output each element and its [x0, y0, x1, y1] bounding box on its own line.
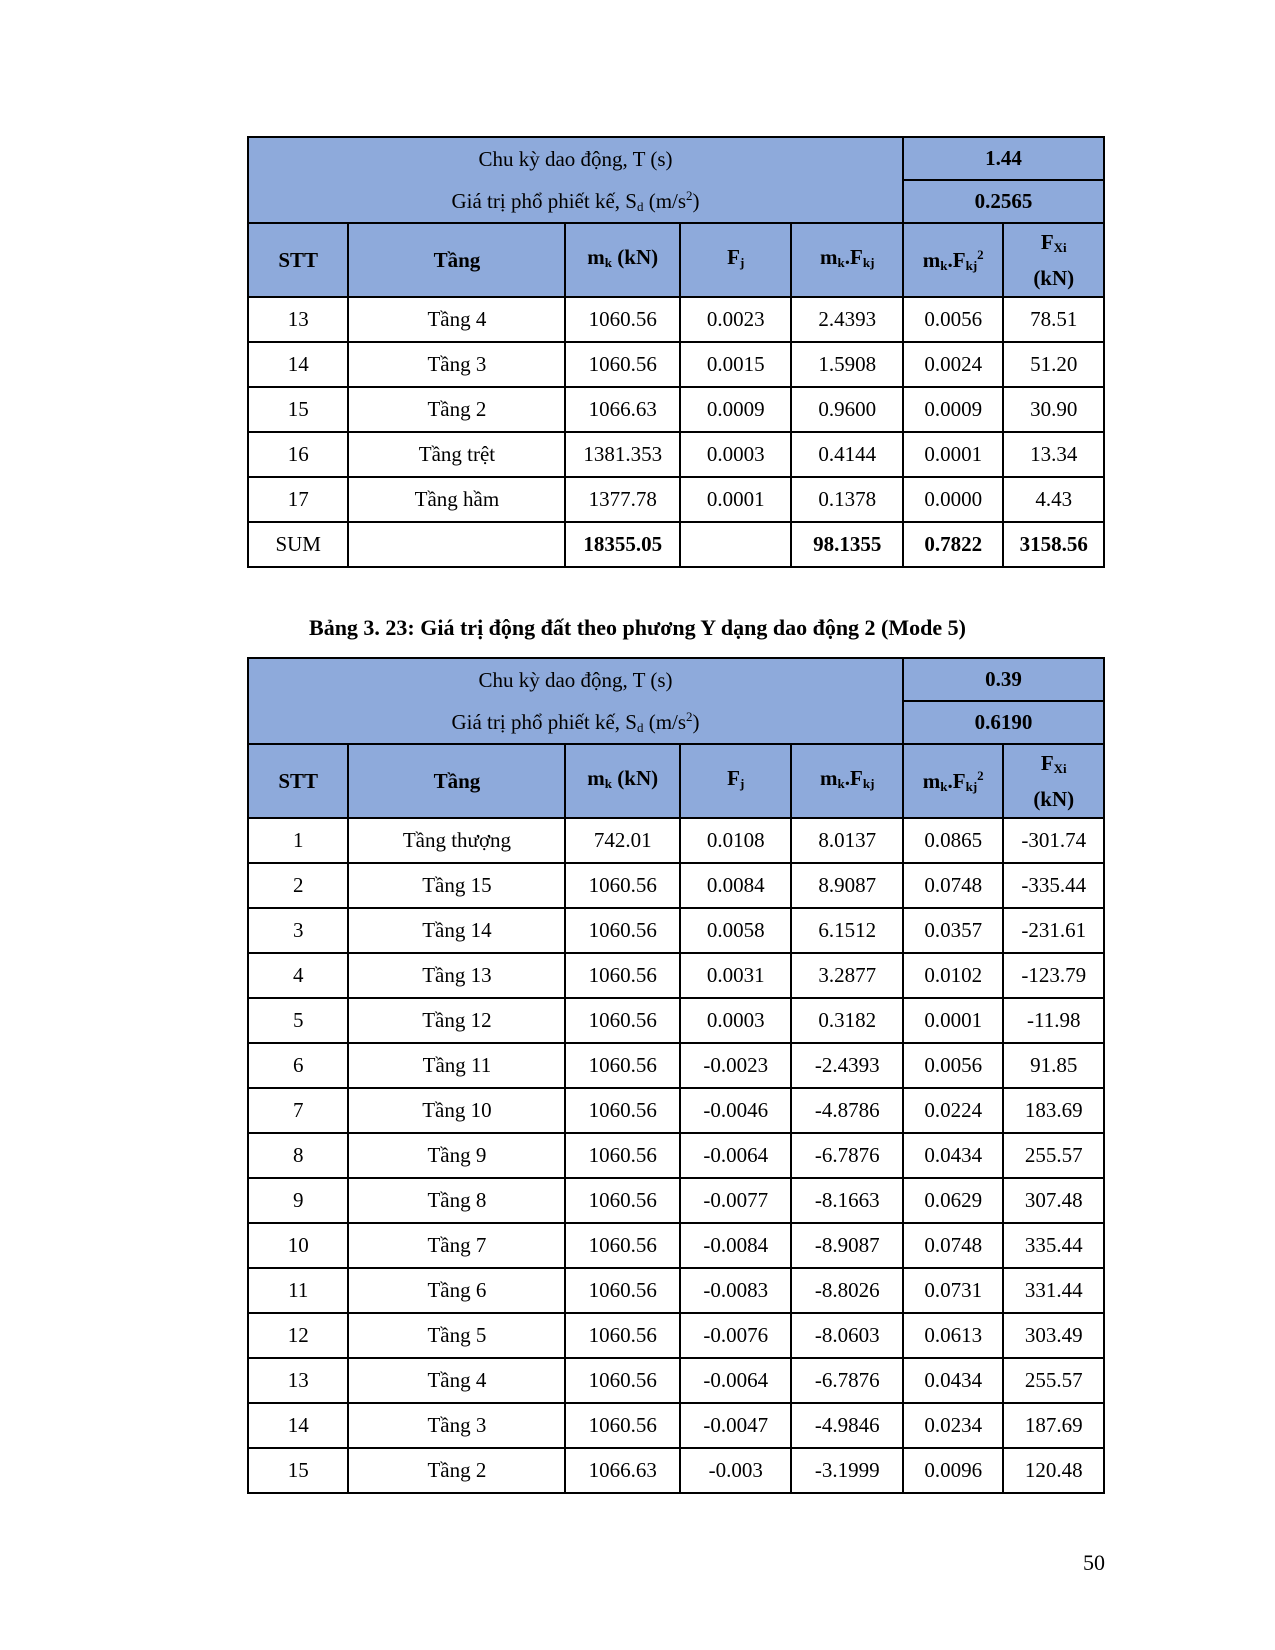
- period-label: Chu kỳ dao động, T (s): [248, 658, 903, 701]
- cell-mkfkj: 0.1378: [791, 477, 903, 522]
- cell-fxi: 120.48: [1003, 1448, 1104, 1493]
- cell-mkfkj: -4.8786: [791, 1088, 903, 1133]
- table-row: [248, 1358, 1104, 1403]
- spectrum-row: [248, 180, 1104, 223]
- cell-mk: 1060.56: [565, 908, 680, 953]
- cell-mk: 1060.56: [565, 1178, 680, 1223]
- cell-stt: 4: [248, 953, 348, 998]
- cell-fxi: 255.57: [1003, 1133, 1104, 1178]
- cell-mkfkj: 6.1512: [791, 908, 903, 953]
- cell-mkfkj: -6.7876: [791, 1358, 903, 1403]
- cell-mkfkj2: 0.0009: [903, 387, 1003, 432]
- cell-stt: 13: [248, 297, 348, 342]
- table-row: [248, 1403, 1104, 1448]
- sum-mk: 18355.05: [565, 522, 680, 567]
- cell-tang: Tầng 10: [348, 1088, 565, 1133]
- cell-mkfkj2: 0.0001: [903, 998, 1003, 1043]
- cell-stt: 7: [248, 1088, 348, 1133]
- table-row: [248, 477, 1104, 522]
- table-row: [248, 818, 1104, 863]
- seismic-table-mode-continued: [247, 136, 1105, 568]
- table-row: [248, 1448, 1104, 1493]
- cell-mk: 1060.56: [565, 1358, 680, 1403]
- cell-fj: -0.0047: [680, 1403, 792, 1448]
- cell-mkfkj: 3.2877: [791, 953, 903, 998]
- cell-mk: 1060.56: [565, 1268, 680, 1313]
- cell-mkfkj2: 0.0731: [903, 1268, 1003, 1313]
- cell-mkfkj: -4.9846: [791, 1403, 903, 1448]
- cell-fxi: -123.79: [1003, 953, 1104, 998]
- cell-fj: 0.0001: [680, 477, 792, 522]
- cell-fj: 0.0003: [680, 432, 792, 477]
- cell-fxi: 91.85: [1003, 1043, 1104, 1088]
- cell-tang: Tầng 3: [348, 342, 565, 387]
- cell-fj: 0.0023: [680, 297, 792, 342]
- cell-mkfkj2: 0.0629: [903, 1178, 1003, 1223]
- header-stt: STT: [248, 223, 348, 297]
- cell-stt: 15: [248, 387, 348, 432]
- cell-tang: Tầng 8: [348, 1178, 565, 1223]
- table-row: [248, 1133, 1104, 1178]
- cell-tang: Tầng 6: [348, 1268, 565, 1313]
- header-mk: $m_k$ (kN): [565, 223, 680, 297]
- cell-mk: 1377.78: [565, 477, 680, 522]
- cell-stt: 17: [248, 477, 348, 522]
- table-row: [248, 342, 1104, 387]
- cell-stt: 14: [248, 342, 348, 387]
- table-row: [248, 432, 1104, 477]
- cell-stt: 3: [248, 908, 348, 953]
- cell-mkfkj: -3.1999: [791, 1448, 903, 1493]
- cell-stt: 8: [248, 1133, 348, 1178]
- cell-fj: 0.0015: [680, 342, 792, 387]
- cell-tang: Tầng hầm: [348, 477, 565, 522]
- cell-mkfkj2: 0.0000: [903, 477, 1003, 522]
- cell-mkfkj: -2.4393: [791, 1043, 903, 1088]
- table-row: [248, 1088, 1104, 1133]
- cell-fj: -0.0023: [680, 1043, 792, 1088]
- page-number: 50: [1083, 1550, 1105, 1575]
- cell-fxi: 335.44: [1003, 1223, 1104, 1268]
- header-stt: STT: [248, 744, 348, 818]
- table1-body: [248, 137, 1104, 567]
- cell-mkfkj2: 0.0001: [903, 432, 1003, 477]
- cell-mkfkj2: 0.0102: [903, 953, 1003, 998]
- cell-fj: 0.0003: [680, 998, 792, 1043]
- table-caption: Bảng 3. 23: Giá trị động đất theo phương Y dạng dao động 2 (Mode 5): [309, 615, 966, 640]
- table-row: [248, 953, 1104, 998]
- period-row: [248, 137, 1104, 180]
- cell-stt: 5: [248, 998, 348, 1043]
- cell-fxi: 307.48: [1003, 1178, 1104, 1223]
- sum-fj: [680, 522, 792, 567]
- cell-mkfkj2: 0.0234: [903, 1403, 1003, 1448]
- cell-tang: Tầng 3: [348, 1403, 565, 1448]
- cell-mkfkj: 1.5908: [791, 342, 903, 387]
- cell-mk: 1060.56: [565, 1133, 680, 1178]
- header-tang: Tầng: [348, 223, 565, 297]
- cell-mkfkj: 0.3182: [791, 998, 903, 1043]
- table-row: [248, 1313, 1104, 1358]
- cell-fxi: 183.69: [1003, 1088, 1104, 1133]
- cell-tang: Tầng 7: [348, 1223, 565, 1268]
- cell-mkfkj: -8.9087: [791, 1223, 903, 1268]
- cell-tang: Tầng 14: [348, 908, 565, 953]
- cell-mkfkj2: 0.0613: [903, 1313, 1003, 1358]
- cell-mkfkj2: 0.0434: [903, 1358, 1003, 1403]
- sum-row: [248, 522, 1104, 567]
- cell-stt: 2: [248, 863, 348, 908]
- cell-tang: Tầng 5: [348, 1313, 565, 1358]
- cell-tang: Tầng 11: [348, 1043, 565, 1088]
- cell-stt: 13: [248, 1358, 348, 1403]
- table-row: [248, 998, 1104, 1043]
- cell-fxi: 187.69: [1003, 1403, 1104, 1448]
- cell-tang: Tầng 2: [348, 1448, 565, 1493]
- header-mk: $m_k$ (kN): [565, 744, 680, 818]
- cell-mk: 1381.353: [565, 432, 680, 477]
- cell-mkfkj2: 0.0434: [903, 1133, 1003, 1178]
- table-row: [248, 1268, 1104, 1313]
- cell-fj: -0.0076: [680, 1313, 792, 1358]
- cell-fxi: 255.57: [1003, 1358, 1104, 1403]
- cell-fxi: 13.34: [1003, 432, 1104, 477]
- period-row: [248, 658, 1104, 701]
- cell-fj: -0.003: [680, 1448, 792, 1493]
- table2-body: [248, 658, 1104, 1493]
- period-label: Chu kỳ dao động, T (s): [248, 137, 903, 180]
- cell-stt: 6: [248, 1043, 348, 1088]
- cell-mkfkj2: 0.0865: [903, 818, 1003, 863]
- cell-mk: 1060.56: [565, 1088, 680, 1133]
- table-row: [248, 1043, 1104, 1088]
- cell-tang: Tầng trệt: [348, 432, 565, 477]
- cell-fj: -0.0084: [680, 1223, 792, 1268]
- cell-fxi: -231.61: [1003, 908, 1104, 953]
- cell-fj: -0.0083: [680, 1268, 792, 1313]
- sum-mkfkj: 98.1355: [791, 522, 903, 567]
- cell-tang: Tầng 15: [348, 863, 565, 908]
- cell-fj: 0.0009: [680, 387, 792, 432]
- cell-fj: -0.0046: [680, 1088, 792, 1133]
- cell-fxi: 4.43: [1003, 477, 1104, 522]
- period-value: 0.39: [903, 658, 1104, 701]
- cell-tang: Tầng 4: [348, 1358, 565, 1403]
- cell-stt: 12: [248, 1313, 348, 1358]
- cell-mk: 1060.56: [565, 297, 680, 342]
- cell-fxi: 51.20: [1003, 342, 1104, 387]
- cell-mkfkj2: 0.0748: [903, 863, 1003, 908]
- cell-stt: 11: [248, 1268, 348, 1313]
- cell-mkfkj: -8.8026: [791, 1268, 903, 1313]
- cell-mkfkj: -8.1663: [791, 1178, 903, 1223]
- cell-tang: Tầng 9: [348, 1133, 565, 1178]
- cell-mk: 1060.56: [565, 1223, 680, 1268]
- cell-mkfkj2: 0.0357: [903, 908, 1003, 953]
- cell-stt: 16: [248, 432, 348, 477]
- cell-mkfkj2: 0.0024: [903, 342, 1003, 387]
- cell-fj: -0.0077: [680, 1178, 792, 1223]
- cell-mkfkj2: 0.0224: [903, 1088, 1003, 1133]
- sum-tang: [348, 522, 565, 567]
- header-fj: $F_j$: [680, 223, 792, 297]
- cell-fj: 0.0108: [680, 818, 792, 863]
- cell-mk: 1060.56: [565, 998, 680, 1043]
- cell-tang: Tầng 13: [348, 953, 565, 998]
- cell-fxi: -11.98: [1003, 998, 1104, 1043]
- spectrum-value: 0.2565: [903, 180, 1104, 223]
- cell-mk: 1066.63: [565, 387, 680, 432]
- cell-tang: Tầng thượng: [348, 818, 565, 863]
- seismic-table-mode-5: [247, 657, 1105, 1494]
- cell-fxi: 331.44: [1003, 1268, 1104, 1313]
- cell-mk: 1060.56: [565, 953, 680, 998]
- cell-mkfkj: -8.0603: [791, 1313, 903, 1358]
- table-row: [248, 297, 1104, 342]
- spectrum-value: 0.6190: [903, 701, 1104, 744]
- cell-fj: 0.0084: [680, 863, 792, 908]
- cell-fj: -0.0064: [680, 1358, 792, 1403]
- table-row: [248, 863, 1104, 908]
- sum-label: SUM: [248, 522, 348, 567]
- cell-fj: 0.0058: [680, 908, 792, 953]
- header-mkfkj2: $m_k.F_{kj}^2$: [903, 223, 1003, 297]
- cell-mkfkj: 0.9600: [791, 387, 903, 432]
- cell-tang: Tầng 2: [348, 387, 565, 432]
- cell-mkfkj2: 0.0056: [903, 297, 1003, 342]
- cell-tang: Tầng 12: [348, 998, 565, 1043]
- cell-stt: 10: [248, 1223, 348, 1268]
- cell-mk: 1060.56: [565, 342, 680, 387]
- header-mkfkj: $m_k.F_{kj}$: [791, 744, 903, 818]
- cell-stt: 15: [248, 1448, 348, 1493]
- spectrum-label: Giá trị phổ phiết kế, $S_d$ $(m/s^2)$: [248, 180, 903, 223]
- cell-mkfkj2: 0.0748: [903, 1223, 1003, 1268]
- cell-mkfkj: 8.0137: [791, 818, 903, 863]
- cell-stt: 1: [248, 818, 348, 863]
- cell-mkfkj: 0.4144: [791, 432, 903, 477]
- column-header-row: [248, 223, 1104, 297]
- header-tang: Tầng: [348, 744, 565, 818]
- cell-fxi: -335.44: [1003, 863, 1104, 908]
- cell-fxi: 303.49: [1003, 1313, 1104, 1358]
- cell-mk: 1060.56: [565, 1043, 680, 1088]
- cell-mk: 1066.63: [565, 1448, 680, 1493]
- cell-mk: 1060.56: [565, 1403, 680, 1448]
- header-fxi: $F_{Xi}$ (kN): [1003, 223, 1104, 297]
- column-header-row: [248, 744, 1104, 818]
- cell-mkfkj: 2.4393: [791, 297, 903, 342]
- header-mkfkj2: $m_k.F_{kj}^2$: [903, 744, 1003, 818]
- sum-fxi: 3158.56: [1003, 522, 1104, 567]
- period-value: 1.44: [903, 137, 1104, 180]
- table-row: [248, 387, 1104, 432]
- cell-fj: -0.0064: [680, 1133, 792, 1178]
- cell-mkfkj: -6.7876: [791, 1133, 903, 1178]
- cell-stt: 14: [248, 1403, 348, 1448]
- cell-fj: 0.0031: [680, 953, 792, 998]
- cell-mkfkj2: 0.0056: [903, 1043, 1003, 1088]
- header-fj: $F_j$: [680, 744, 792, 818]
- table-row: [248, 1223, 1104, 1268]
- header-mkfkj: $m_k.F_{kj}$: [791, 223, 903, 297]
- cell-fxi: -301.74: [1003, 818, 1104, 863]
- cell-fxi: 30.90: [1003, 387, 1104, 432]
- sum-mkfkj2: 0.7822: [903, 522, 1003, 567]
- cell-mk: 742.01: [565, 818, 680, 863]
- table-row: [248, 1178, 1104, 1223]
- header-fxi: $F_{Xi}$ (kN): [1003, 744, 1104, 818]
- cell-mk: 1060.56: [565, 1313, 680, 1358]
- spectrum-row: [248, 701, 1104, 744]
- cell-stt: 9: [248, 1178, 348, 1223]
- cell-tang: Tầng 4: [348, 297, 565, 342]
- cell-mk: 1060.56: [565, 863, 680, 908]
- spectrum-label: Giá trị phổ phiết kế, $S_d$ $(m/s^2)$: [248, 701, 903, 744]
- cell-mkfkj2: 0.0096: [903, 1448, 1003, 1493]
- table-row: [248, 908, 1104, 953]
- cell-fxi: 78.51: [1003, 297, 1104, 342]
- cell-mkfkj: 8.9087: [791, 863, 903, 908]
